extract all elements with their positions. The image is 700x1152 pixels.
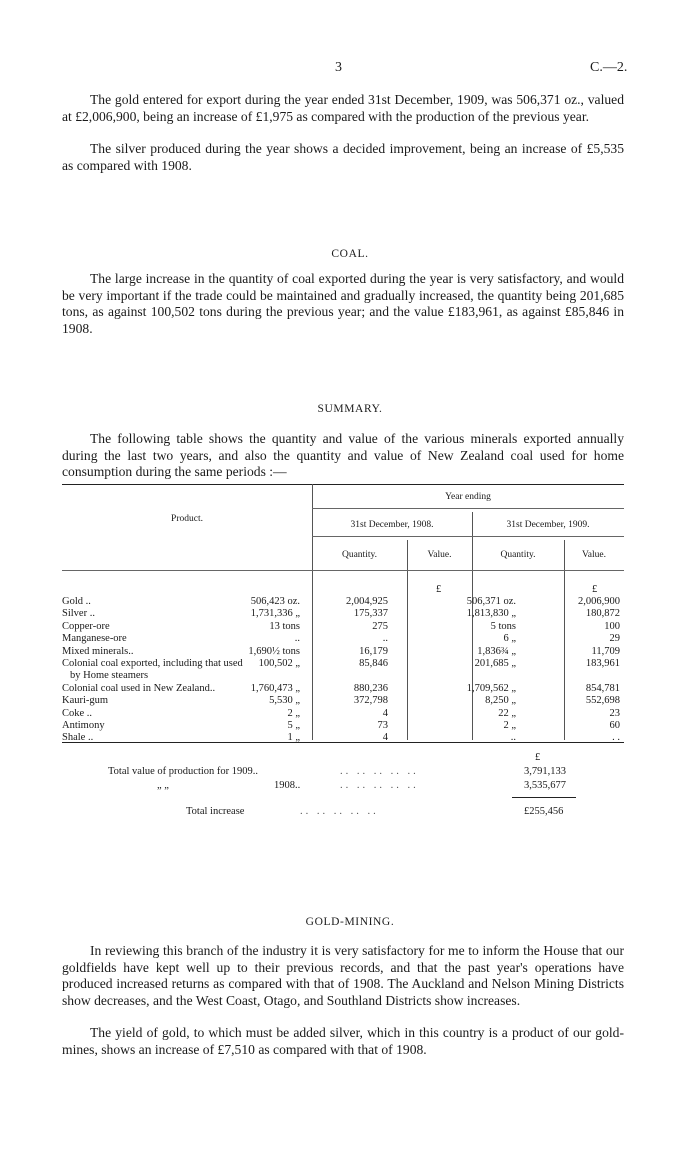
table-row <box>62 720 624 732</box>
table-header-rule <box>62 570 624 571</box>
total-1909-value: 3,791,133 <box>524 766 566 777</box>
total-1908-leader: .. .. .. .. .. <box>340 780 419 791</box>
cell-quantity-1908: 5,530 „ <box>269 695 300 707</box>
header-quantity-1908: Quantity. <box>341 550 377 560</box>
cell-product: Colonial coal exported, including that used <box>62 658 243 669</box>
cell-quantity-1909: 201,685 „ <box>474 658 516 669</box>
cell-value-1908: 4 <box>382 707 388 719</box>
cell-value-1909: 11,709 <box>591 645 620 657</box>
paragraph-silver <box>62 141 624 174</box>
header-period-1908: 31st December, 1908. <box>350 520 434 530</box>
cell-value-1908: 16,179 <box>359 645 388 657</box>
cell-quantity-1908: 1,690½ tons <box>248 645 300 657</box>
cell-product: Antimony <box>62 720 105 731</box>
cell-product: Manganese-ore <box>62 633 127 645</box>
total-1909-leader: .. .. .. .. .. <box>340 766 419 777</box>
total-1908-year: 1908.. <box>274 780 301 791</box>
header-product: Product. <box>171 514 203 524</box>
cell-quantity-1909: 6 „ <box>503 633 516 645</box>
paragraph-summary-text: The following table shows the quantity and value of the various minerals exported annually during the last two years, and also the quantity and value of New Zealand coal used for home consumption during the same periods :— <box>62 431 624 479</box>
heading-coal: COAL. <box>331 248 369 260</box>
table-row <box>62 658 624 670</box>
cell-quantity-1908: 1 „ <box>287 732 300 744</box>
document-code: C.—2. <box>590 60 628 75</box>
table-row <box>62 683 624 695</box>
cell-product: Gold .. <box>62 596 91 607</box>
cell-quantity-1909: 2 „ <box>503 720 516 731</box>
table-row <box>62 646 624 658</box>
cell-product: Mixed minerals.. <box>62 645 134 657</box>
cell-quantity-1909: 1,813,830 „ <box>466 608 516 620</box>
table-top-rule <box>62 484 624 485</box>
cell-quantity-1909: 1,709,562 „ <box>466 682 516 694</box>
table-row <box>62 695 624 707</box>
table-period-rule <box>312 536 624 537</box>
table-row <box>62 596 624 608</box>
currency-mark-1908: £ <box>436 584 442 595</box>
cell-value-1908: 2,004,925 <box>346 596 388 607</box>
cell-product: Kauri-gum <box>62 695 109 707</box>
total-increase-leader: .. .. .. .. .. <box>300 806 379 817</box>
cell-product: Colonial coal used in New Zealand.. <box>62 682 216 694</box>
total-increase-value: £255,456 <box>524 806 564 817</box>
paragraph-yield-text: The yield of gold, to which must be added silver, which in this country is a product of our gold-mines, shows an increase of £7,510 as compared with that of 1908. <box>62 1025 624 1057</box>
cell-value-1909: . . <box>612 732 620 744</box>
cell-product: Shale .. <box>62 732 94 744</box>
cell-value-1909: 23 <box>609 707 620 719</box>
cell-value-1908: .. <box>382 633 388 645</box>
cell-quantity-1908: 1,731,336 „ <box>250 608 300 620</box>
cell-product: Copper-ore <box>62 620 110 632</box>
paragraph-gold-export <box>62 92 624 125</box>
cell-quantity-1908: .. <box>294 633 300 645</box>
totals-rule <box>512 797 576 798</box>
total-increase-label: Total increase <box>186 806 245 817</box>
cell-quantity-1908: 100,502 „ <box>258 658 300 669</box>
paragraph-gold-mining-text: In reviewing this branch of the industry it is very satisfactory for me to inform the House that our goldfields have kept well up to their previous records, and that the past year's operations have produced increased returns as compared with that of 1908. The Auckland and Nelson Mining Districts show decreases, and the West Coast, Otago, and Southland Districts show increases. <box>62 943 624 1008</box>
cell-quantity-1908: 506,423 oz. <box>250 596 300 607</box>
cell-value-1908: 4 <box>382 732 388 744</box>
paragraph-coal-text: The large increase in the quantity of coal exported during the year is very satisfactory, and would be very important if the trade could be maintained and gradually increased, the quantity being 201,685 tons, as against 100,502 tons during the previous year; and the value £183,961, as against £85,846 in 1908. <box>62 271 624 336</box>
cell-value-1908: 372,798 <box>353 695 388 707</box>
cell-value-1909: 29 <box>609 633 620 645</box>
currency-mark-1909: £ <box>592 584 598 595</box>
heading-summary: SUMMARY. <box>317 403 383 415</box>
cell-value-1908: 880,236 <box>353 682 388 694</box>
cell-quantity-1908: 13 tons <box>269 620 300 632</box>
header-value-1909: Value. <box>581 550 606 560</box>
cell-value-1908: 85,846 <box>359 658 388 669</box>
cell-quantity-1908: 5 „ <box>287 720 300 731</box>
total-1908-value: 3,535,677 <box>524 780 566 791</box>
cell-value-1909: 183,961 <box>585 658 620 669</box>
table-row <box>62 608 624 620</box>
cell-product: Silver .. <box>62 608 95 620</box>
paragraph-yield <box>62 1025 624 1058</box>
header-year-ending: Year ending <box>445 492 491 502</box>
paragraph-coal <box>62 271 624 337</box>
header-quantity-1909: Quantity. <box>500 550 536 560</box>
header-value-1908: Value. <box>427 550 452 560</box>
cell-quantity-1909: 22 „ <box>498 707 516 719</box>
cell-value-1909: 552,698 <box>585 695 620 707</box>
paragraph-summary <box>62 431 624 481</box>
cell-quantity-1909: 5 tons <box>490 620 516 632</box>
summary-table <box>62 480 624 760</box>
cell-product: Coke .. <box>62 707 93 719</box>
totals-currency-mark: £ <box>535 752 541 763</box>
cell-value-1909: 180,872 <box>585 608 620 620</box>
paragraph-gold-mining <box>62 943 624 1009</box>
cell-quantity-1909: 8,250 „ <box>485 695 516 707</box>
table-row <box>62 670 624 682</box>
paragraph-silver-text: The silver produced during the year shows a decided improvement, being an increase of £5,535 as compared with 1908. <box>62 141 624 173</box>
cell-quantity-1909: .. <box>510 732 516 744</box>
heading-gold-mining: GOLD-MINING. <box>305 916 395 928</box>
paragraph-gold-export-text: The gold entered for export during the year ended 31st December, 1909, was 506,371 oz., valued at £2,006,900, being an increase of £1,975 as compared with the production of the previous year. <box>62 92 624 124</box>
total-1909-label: Total value of production for 1909.. <box>108 766 259 777</box>
cell-value-1909: 854,781 <box>585 682 620 694</box>
cell-product: by Home steamers <box>70 670 149 682</box>
cell-value-1909: 60 <box>609 720 620 731</box>
cell-value-1908: 175,337 <box>353 608 388 620</box>
table-row <box>62 621 624 633</box>
page-number: 3 <box>335 60 342 75</box>
header-period-1909: 31st December, 1909. <box>506 520 590 530</box>
cell-value-1909: 100 <box>604 620 620 632</box>
cell-value-1909: 2,006,900 <box>578 596 620 607</box>
cell-value-1908: 275 <box>372 620 388 632</box>
cell-quantity-1908: 1,760,473 „ <box>250 682 300 694</box>
cell-quantity-1908: 2 „ <box>287 707 300 719</box>
table-year-rule <box>312 508 624 509</box>
cell-value-1908: 73 <box>377 720 388 731</box>
cell-quantity-1909: 1,836¾ „ <box>477 645 516 657</box>
total-1908-ditto: „ „ <box>157 780 169 791</box>
table-row <box>62 732 624 744</box>
table-row <box>62 708 624 720</box>
table-row <box>62 633 624 645</box>
cell-quantity-1909: 506,371 oz. <box>466 596 516 607</box>
